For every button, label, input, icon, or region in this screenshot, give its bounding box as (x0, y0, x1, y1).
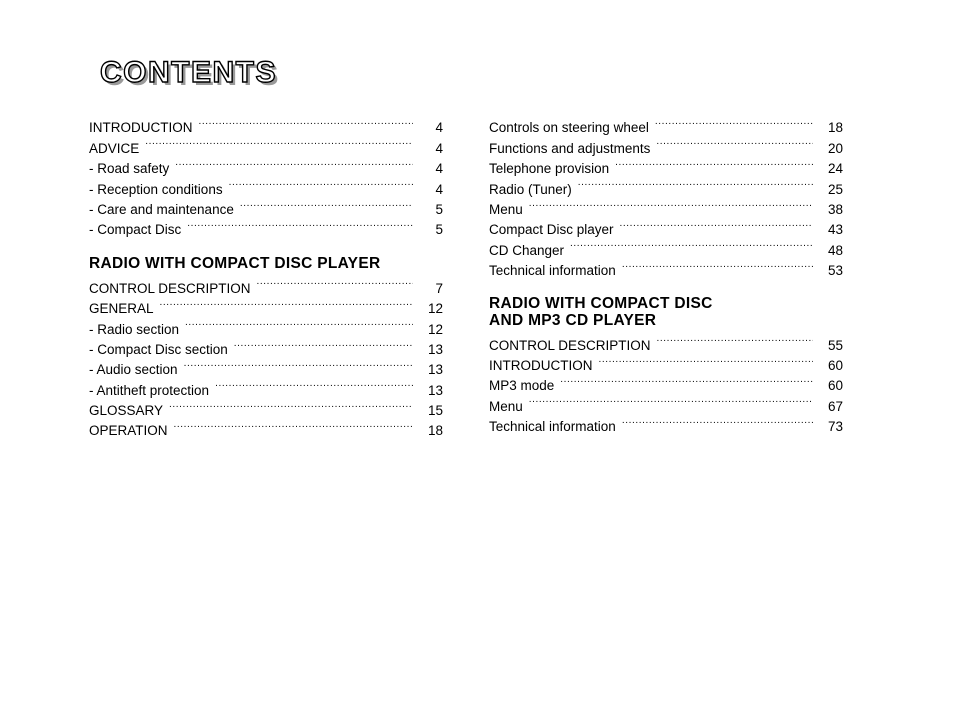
toc-right-group-2 (489, 329, 843, 435)
toc-entry-page: 13 (427, 341, 443, 357)
toc-entry[interactable] (489, 214, 843, 238)
toc-entry-page: 20 (827, 140, 843, 156)
toc-entry-label: Menu (489, 201, 523, 217)
toc-entry[interactable] (489, 329, 843, 353)
toc-entry-page: 5 (435, 201, 443, 217)
toc-entry-label: - Antitheft protection (89, 382, 210, 398)
toc-entry-label: Telephone provision (489, 161, 610, 177)
page-title: CONTENTS (100, 56, 277, 89)
toc-entry-page: 4 (435, 161, 443, 177)
toc-entry-label: INTRODUCTION (89, 120, 193, 136)
toc-entry-label: - Radio section (89, 321, 180, 337)
dot-leader (199, 112, 414, 132)
toc-entry-page: 12 (427, 321, 443, 337)
toc-entry-page: 13 (427, 362, 443, 378)
section-title-cd-player: RADIO WITH COMPACT DISC PLAYER (89, 255, 381, 273)
toc-entry-page: 24 (827, 161, 843, 177)
toc-entry[interactable] (489, 194, 843, 217)
dot-leader (215, 374, 413, 394)
dot-leader (655, 112, 813, 132)
toc-entry-label: Radio (Tuner) (489, 181, 572, 197)
toc-entry-label: Compact Disc player (489, 222, 614, 238)
toc-entry-page: 12 (427, 301, 443, 317)
dot-leader (620, 214, 813, 234)
toc-entry-page: 55 (827, 337, 843, 353)
toc-entry-label: Technical information (489, 263, 616, 279)
toc-entry-label: OPERATION (89, 423, 168, 439)
toc-entry-label: CD Changer (489, 242, 565, 258)
toc-entry[interactable] (89, 112, 443, 136)
toc-left-column (89, 112, 443, 439)
toc-entry-page: 5 (435, 222, 443, 238)
toc-entry[interactable] (489, 112, 843, 136)
toc-right-column (489, 112, 843, 435)
dot-leader (234, 334, 413, 354)
toc-entry[interactable] (489, 390, 843, 414)
toc-entry-page: 73 (827, 419, 843, 435)
dot-leader (599, 350, 814, 370)
toc-entry-page: 53 (827, 263, 843, 279)
toc-entry-page: 43 (827, 222, 843, 238)
dot-leader (529, 390, 813, 410)
dot-leader (560, 370, 813, 390)
toc-entry-label: INTRODUCTION (489, 357, 593, 373)
dot-leader (257, 272, 413, 292)
dot-leader (657, 329, 813, 349)
toc-entry-label: CONTROL DESCRIPTION (489, 337, 651, 353)
dot-leader (187, 214, 413, 234)
dot-leader (229, 173, 413, 193)
toc-left-group-2 (89, 272, 443, 439)
toc-entry-label: - Care and maintenance (89, 201, 234, 217)
toc-entry-page: 25 (827, 181, 843, 197)
toc-entry-label: ADVICE (89, 140, 140, 156)
toc-entry-page: 67 (827, 398, 843, 414)
dot-leader (145, 132, 413, 152)
dot-leader (615, 153, 813, 173)
toc-entry-page: 4 (435, 140, 443, 156)
toc-entry-label: Menu (489, 398, 523, 414)
toc-entry-page: 48 (827, 242, 843, 258)
dot-leader (184, 354, 413, 374)
dot-leader (174, 415, 413, 435)
toc-entry-page: 15 (427, 403, 443, 419)
toc-left-group-1 (89, 112, 443, 238)
dot-leader (622, 411, 813, 431)
toc-entry-page: 13 (427, 382, 443, 398)
dot-leader (175, 153, 413, 173)
toc-entry-page: 60 (827, 378, 843, 394)
toc-entry-label: GLOSSARY (89, 403, 164, 419)
toc-entry-page: 38 (827, 201, 843, 217)
section-title-line-2: AND MP3 CD PLAYER (489, 312, 657, 330)
dot-leader (185, 313, 413, 333)
dot-leader (169, 395, 413, 415)
toc-entry-label: - Reception conditions (89, 181, 223, 197)
toc-entry[interactable] (489, 411, 843, 435)
dot-leader (240, 194, 413, 214)
toc-entry-label: Technical information (489, 419, 616, 435)
toc-entry-label: - Audio section (89, 362, 178, 378)
toc-entry-page: 60 (827, 357, 843, 373)
dot-leader (622, 255, 813, 275)
section-title-line-1: RADIO WITH COMPACT DISC (489, 295, 713, 313)
dot-leader (578, 173, 813, 193)
toc-entry-label: - Compact Disc (89, 222, 182, 238)
toc-entry-page: 7 (435, 280, 443, 296)
section-title-mp3-player (489, 295, 843, 329)
toc-entry-page: 18 (427, 423, 443, 439)
toc-entry[interactable] (89, 272, 443, 296)
toc-entry-label: Controls on steering wheel (489, 120, 649, 136)
dot-leader (160, 293, 413, 313)
toc-entry-page: 18 (827, 120, 843, 136)
dot-leader (570, 234, 813, 254)
toc-entry-label: MP3 mode (489, 378, 555, 394)
dot-leader (656, 132, 813, 152)
dot-leader (529, 194, 813, 214)
toc-entry-label: - Road safety (89, 161, 170, 177)
toc-entry-label: GENERAL (89, 301, 154, 317)
toc-entry-label: - Compact Disc section (89, 341, 228, 357)
toc-entry-label: Functions and adjustments (489, 140, 651, 156)
toc-entry-label: CONTROL DESCRIPTION (89, 280, 251, 296)
toc-entry-page: 4 (435, 120, 443, 136)
toc-right-group-1 (489, 112, 843, 279)
toc-entry-page: 4 (435, 181, 443, 197)
